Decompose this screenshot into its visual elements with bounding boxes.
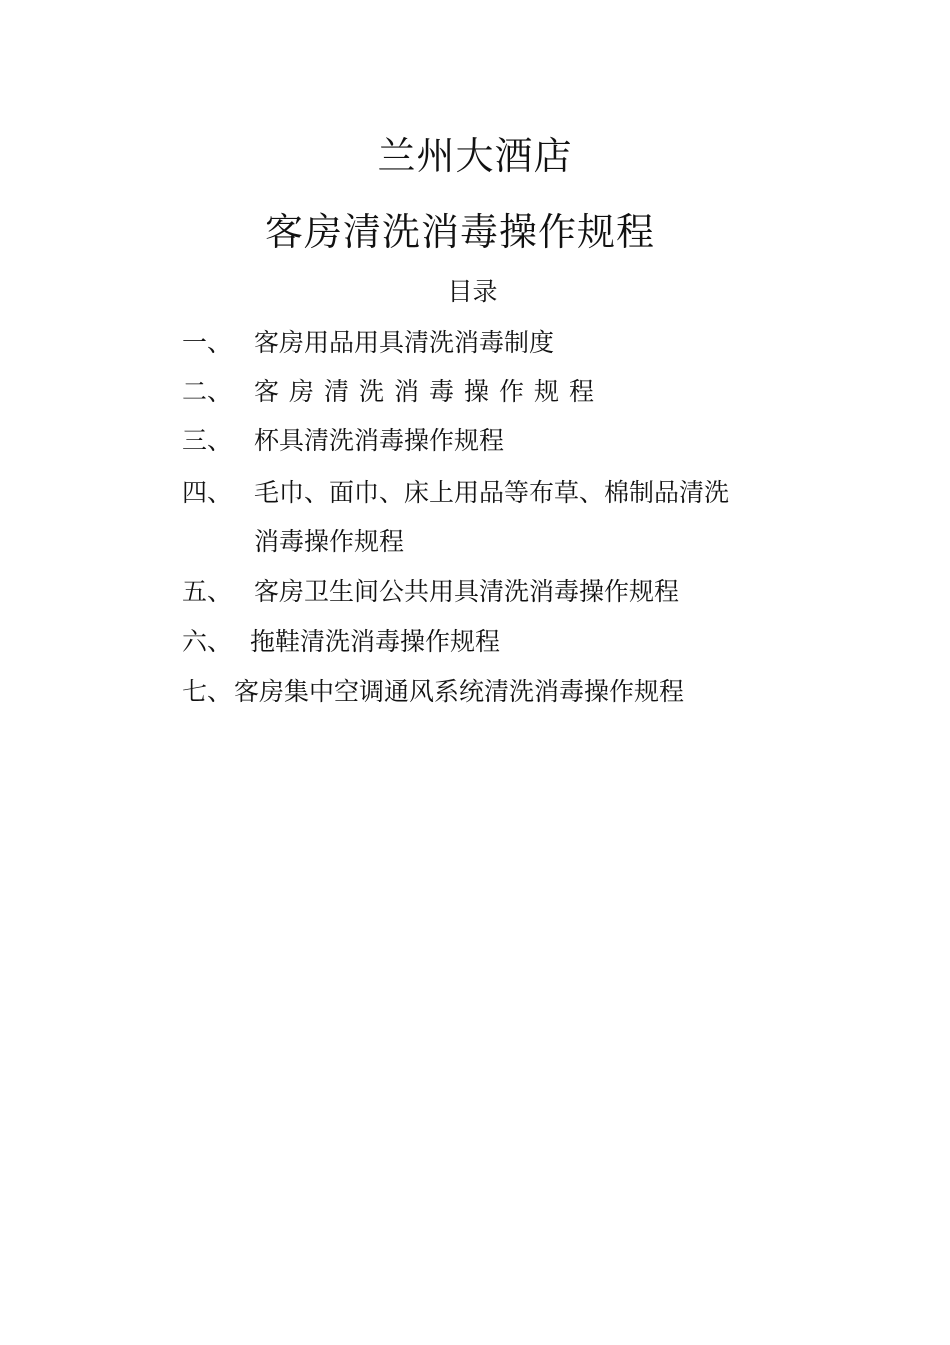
toc-item-4-continuation: 消毒操作规程: [254, 527, 405, 556]
toc-item-number: 七、: [182, 677, 233, 706]
toc-item-text: 客房用品用具清洗消毒制度: [254, 328, 555, 357]
toc-item-5: [182, 576, 680, 608]
toc-item-number: 六、: [182, 627, 233, 656]
toc-item-number: 三、: [182, 426, 233, 455]
toc-item-1: [182, 327, 555, 359]
toc-item-7: [182, 676, 685, 708]
toc-item-number: 一、: [182, 328, 233, 357]
toc-item-number: 二、: [182, 377, 233, 406]
toc-item-2: [182, 376, 605, 408]
toc-heading: 目录: [447, 277, 498, 306]
toc-item-number: 四、: [182, 478, 233, 507]
toc-item-text: 客房清洗消毒操作规程: [254, 377, 605, 406]
toc-item-number: 五、: [182, 577, 233, 606]
toc-item-4: [182, 477, 730, 509]
toc-item-text: 拖鞋清洗消毒操作规程: [250, 627, 501, 656]
toc-item-3: [182, 425, 505, 457]
toc-item-text: 杯具清洗消毒操作规程: [254, 426, 505, 455]
toc-item-text: 客房卫生间公共用具清洗消毒操作规程: [254, 577, 680, 606]
toc-item-6: [182, 626, 501, 658]
toc-item-text: 客房集中空调通风系统清洗消毒操作规程: [234, 677, 685, 706]
document-subtitle: 客房清洗消毒操作规程: [264, 210, 655, 254]
toc-item-text: 毛巾、面巾、床上用品等布草、棉制品清洗: [254, 478, 730, 507]
document-title: 兰州大酒店: [377, 134, 573, 178]
